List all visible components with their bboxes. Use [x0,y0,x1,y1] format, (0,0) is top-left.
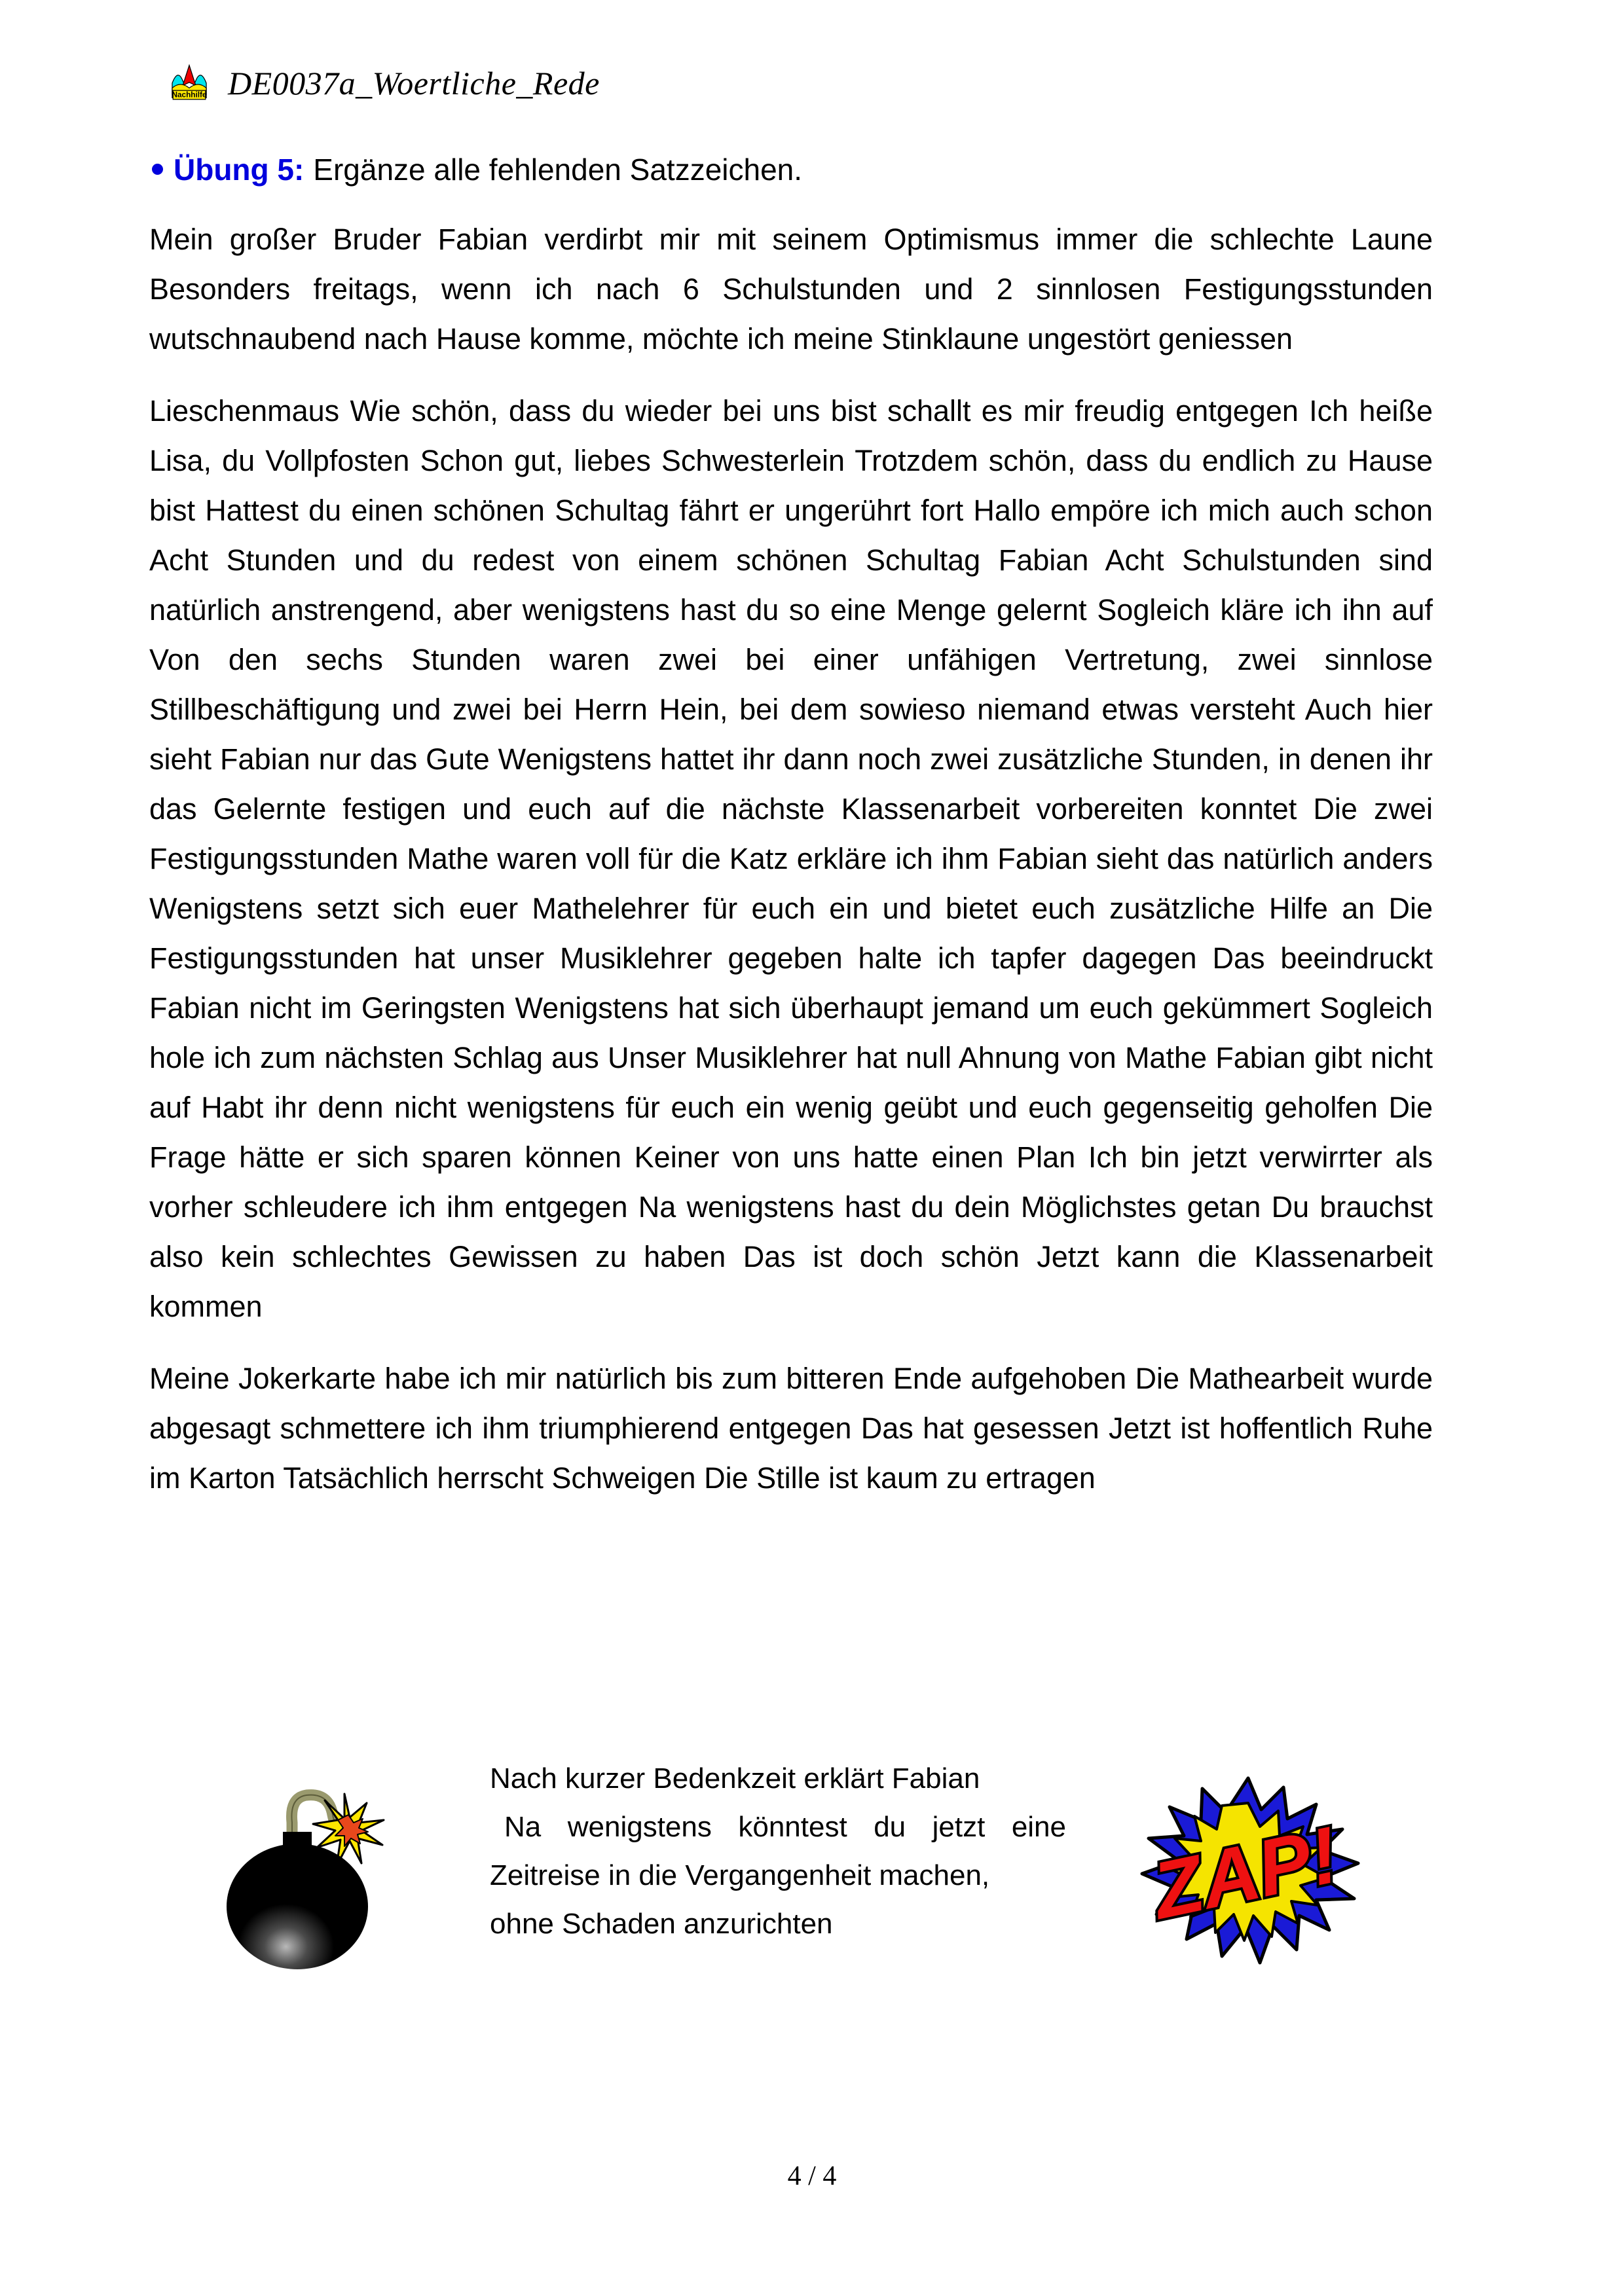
exercise-label: Übung 5: [174,153,304,187]
illustration-row [149,1741,1446,2003]
closing-word: eine [1011,1811,1066,1843]
closing-word: jetzt [932,1811,986,1843]
paragraph-2: Lieschenmaus Wie schön, dass du wieder bei uns bist schallt es mir freudig entgegen Ich heiße Lisa, du Vollpfosten Schon gut, liebes Schwesterlein Trotzdem schön, dass du endlich zu Hause bist Hattest du einen schönen Schultag fährt er ungerührt fort Hallo empöre ich mich auch schon Acht Stunden und du redest von einem schönen Schultag Fabian Acht Schulstunden sind natürlich anstrengend, aber wenigstens hast du so eine Menge gelernt Sogleich kläre ich ihn auf Von den sechs Stunden waren zwei bei einer unfähigen Vertretung, zwei sinnlose Stillbeschäftigung und zwei bei Herrn Hein, bei dem sowieso niemand etwas versteht Auch hier sieht Fabian nur das Gute Wenigstens hattet ihr dann noch zwei zusätzliche Stunden, in denen ihr das Gelernte festigen und euch auf die nächste Klassenarbeit vorbereiten konntet Die zwei Festigungsstunden Mathe waren voll für die Katz erkläre ich ihm Fabian sieht das natürlich anders Wenigstens setzt sich euer Mathelehrer für euch ein und bietet euch zusätzliche Hilfe an Die Festigungsstunden hat unser Musiklehrer gegeben halte ich tapfer dagegen Das beeindruckt Fabian nicht im Geringsten Wenigstens hat sich überhaupt jemand um euch gekümmert Sogleich hole ich zum nächsten Schlag aus Unser Musiklehrer hat null Ahnung von Mathe Fabian gibt nicht auf Habt ihr denn nicht wenigstens für euch ein wenig geübt und euch gegenseitig geholfen Die Frage hätte er sich sparen können Keiner von uns hatte einen Plan Ich bin jetzt verwirrter als vorher schleudere ich ihm entgegen Na wenigstens hast du dein Möglichstes getan Du brauchst also kein schlechtes Gewissen zu haben Das ist doch schön Jetzt kann die Klassenarbeit kommen [149,394,1433,1323]
page-footer: 4 / 4 [787,2161,837,2191]
closing-line-2 [490,1803,1066,1851]
nachhilfe-logo [169,63,210,103]
closing-word: Na [504,1811,542,1843]
closing-word: du [874,1811,906,1843]
closing-word: könntest [738,1811,847,1843]
closing-line-1: Nach kurzer Bedenkzeit erklärt Fabian [490,1762,980,1795]
zap-comic-burst [1138,1774,1361,1971]
exercise-heading [152,152,802,187]
bomb-body [227,1844,368,1969]
closing-text-block [490,1755,1066,1948]
paragraph-1: Mein großer Bruder Fabian verdirbt mir mit seinem Optimismus immer die schlechte Laune Besonders freitags, wenn ich nach 6 Schulstunden und 2 sinnlosen Festigungsstunden wutschnaubend nach Hause komme, möchte ich meine Stinklaune ungestört geniessen [149,223,1433,355]
document-header [169,63,600,103]
bullet-icon [152,164,163,175]
exercise-instruction: Ergänze alle fehlenden Satzzeichen. [313,153,803,187]
bomb-illustration [221,1755,418,1971]
worksheet-body [149,215,1433,1523]
closing-word: wenigstens [567,1811,712,1843]
closing-line-4: ohne Schaden anzurichten [490,1908,833,1940]
document-title: DE0037a_Woertliche_Rede [228,65,600,101]
logo-wordmark: Nachhilfe [172,90,207,100]
paragraph-3: Meine Jokerkarte habe ich mir natürlich bis zum bitteren Ende aufgehoben Die Mathearbeit wurde abgesagt schmettere ich ihm triumphierend entgegen Das hat gesessen Jetzt ist hoffentlich Ruhe im Karton Tatsächlich herrscht Schweigen Die Stille ist kaum zu ertragen [149,1362,1433,1495]
closing-line-3: Zeitreise in die Vergangenheit machen, [490,1859,990,1891]
zap-text: ZAP! [1145,1810,1346,1936]
